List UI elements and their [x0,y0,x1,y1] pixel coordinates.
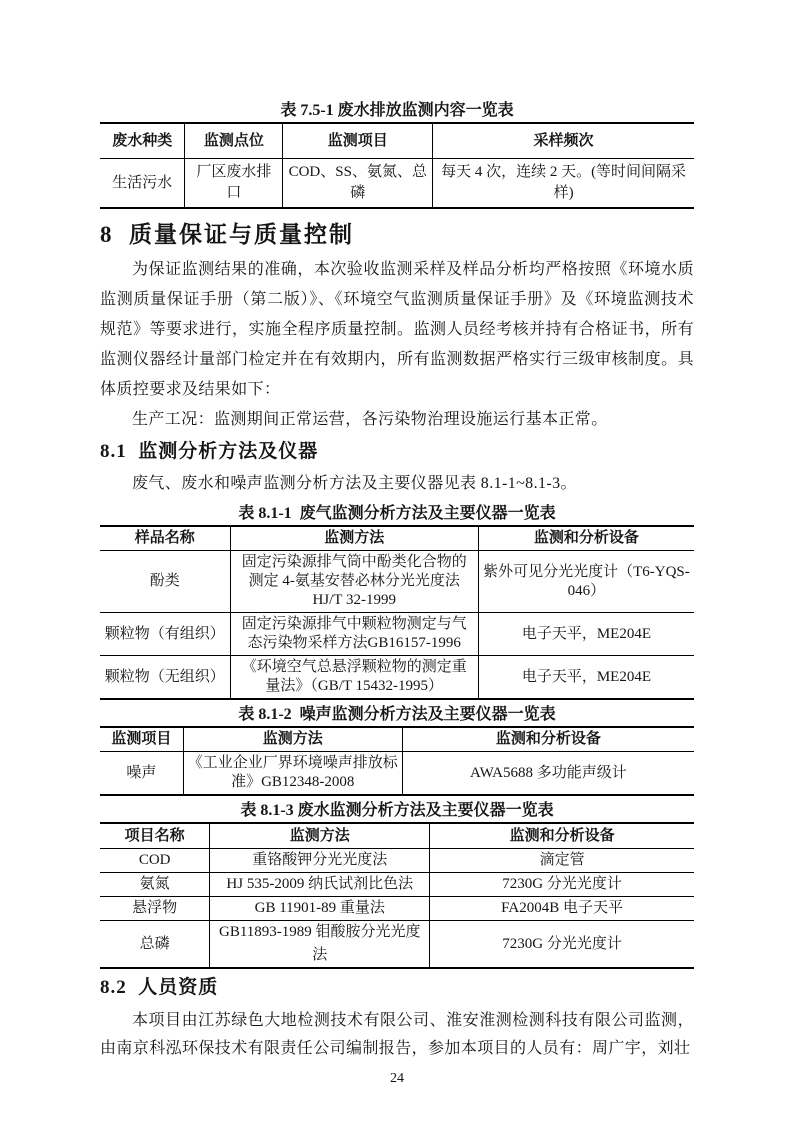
table-row [100,159,694,209]
table-cell: 厂区废水排口 [185,159,283,209]
table-cell: 重铬酸钾分光光度法 [210,849,430,873]
table-cell: 氨氮 [100,873,210,897]
table-cell: GB11893-1989 钼酸胺分光光度法 [210,921,430,969]
table-cell: 总磷 [100,921,210,969]
table-cell: AWA5688 多功能声级计 [402,752,694,796]
table-cell: 酚类 [100,551,230,613]
table-cell: 《工业企业厂界环境噪声排放标准》GB12348-2008 [183,752,402,796]
table-cell: COD [100,849,210,873]
table-cell: 紫外可见分光光度计（T6-YQS-046） [478,551,694,613]
table-cell: 滴定管 [430,849,694,873]
table-cell: 噪声 [100,752,183,796]
table-header-cell: 监测和分析设备 [402,727,694,752]
table-header-cell: 项目名称 [100,823,210,849]
table-header-cell: 监测和分析设备 [478,526,694,551]
wastewater-discharge-monitoring-table [100,122,694,209]
table-header-cell: 废水种类 [100,123,185,159]
section-8-2-paragraph: 本项目由江苏绿色大地检测技术有限公司、淮安淮测检测科技有限公司监测，由南京科泓环保技术有限责任公司编制报告，参加本项目的人员有：周广宇，刘壮 [100,1012,694,1057]
section-8-2-heading: 8.2 人员资质 [100,977,219,998]
table-cell: 《环境空气总悬浮颗粒物的测定重量法》（GB/T 15432-1995） [230,656,478,700]
table-body [100,849,694,969]
table-cell: 7230G 分光光度计 [430,921,694,969]
table-cell: COD、SS、氨氮、总磷 [283,159,433,209]
noise-methods-table [100,726,694,796]
table-cell: 生活污水 [100,159,185,209]
table-caption-813: 表 8.1-3 废水监测分析方法及主要仪器一览表 [240,802,554,819]
section-8-paragraph-1: 为保证监测结果的准确，本次验收监测采样及样品分析均严格按照《环境水质监测质量保证手册（第二版）》、《环境空气监测质量保证手册》及《环境监测技术规范》等要求进行，实施全程序质量控制。监测人员经考核并持有合格证书，所有监测仪器经计量部门检定并在有效期内，所有监测数据严格实行三级审核制度。具体质控要求及结果如下： [100,261,694,398]
table-body [100,752,694,796]
section-8-1-intro: 废气、废水和噪声监测分析方法及主要仪器见表 8.1-1~8.1-3。 [132,475,577,492]
wastewater-methods-table [100,822,694,969]
table-row [100,897,694,921]
table-caption-811: 表 8.1-1 废气监测分析方法及主要仪器一览表 [238,505,556,522]
table-body [100,159,694,209]
table-header-row [100,526,694,551]
table-cell: FA2004B 电子天平 [430,897,694,921]
table-row [100,551,694,613]
table-row [100,873,694,897]
table-row [100,613,694,656]
table-cell: 每天 4 次，连续 2 天。(等时间间隔采样) [433,159,694,209]
table-header-cell: 监测方法 [230,526,478,551]
page-number: 24 [390,1071,404,1086]
table-header-cell: 样品名称 [100,526,230,551]
table-header-row [100,823,694,849]
table-header-cell: 采样频次 [433,123,694,159]
table-row [100,656,694,700]
table-cell: 电子天平，ME204E [478,613,694,656]
table-header-cell: 监测项目 [100,727,183,752]
table-cell: 颗粒物（无组织） [100,656,230,700]
table-body [100,551,694,700]
table-header-cell: 监测项目 [283,123,433,159]
table-caption-812: 表 8.1-2 噪声监测分析方法及主要仪器一览表 [238,706,556,723]
table-cell: 固定污染源排气筒中酚类化合物的测定 4-氨基安替必林分光光度法 HJ/T 32-1999 [230,551,478,613]
table-cell: GB 11901-89 重量法 [210,897,430,921]
table-header-row [100,727,694,752]
table-cell: 固定污染源排气中颗粒物测定与气态污染物采样方法GB16157-1996 [230,613,478,656]
table-cell: HJ 535-2009 纳氏试剂比色法 [210,873,430,897]
section-8-1-heading: 8.1 监测分析方法及仪器 [100,441,319,462]
table-cell: 电子天平，ME204E [478,656,694,700]
table-header-cell: 监测方法 [210,823,430,849]
waste-gas-methods-table [100,525,694,700]
table-header-cell: 监测方法 [183,727,402,752]
table-row [100,921,694,969]
table-row [100,849,694,873]
table-cell: 悬浮物 [100,897,210,921]
section-8-heading: 8 质量保证与质量控制 [100,222,354,247]
table-row [100,752,694,796]
table-header-cell: 监测和分析设备 [430,823,694,849]
table-header-cell: 监测点位 [185,123,283,159]
table-cell: 7230G 分光光度计 [430,873,694,897]
table-cell: 颗粒物（有组织） [100,613,230,656]
table-header-row [100,123,694,159]
section-8-paragraph-2: 生产工况：监测期间正常运营，各污染物治理设施运行基本正常。 [132,411,608,428]
table-caption-751: 表 7.5-1 废水排放监测内容一览表 [280,102,514,119]
